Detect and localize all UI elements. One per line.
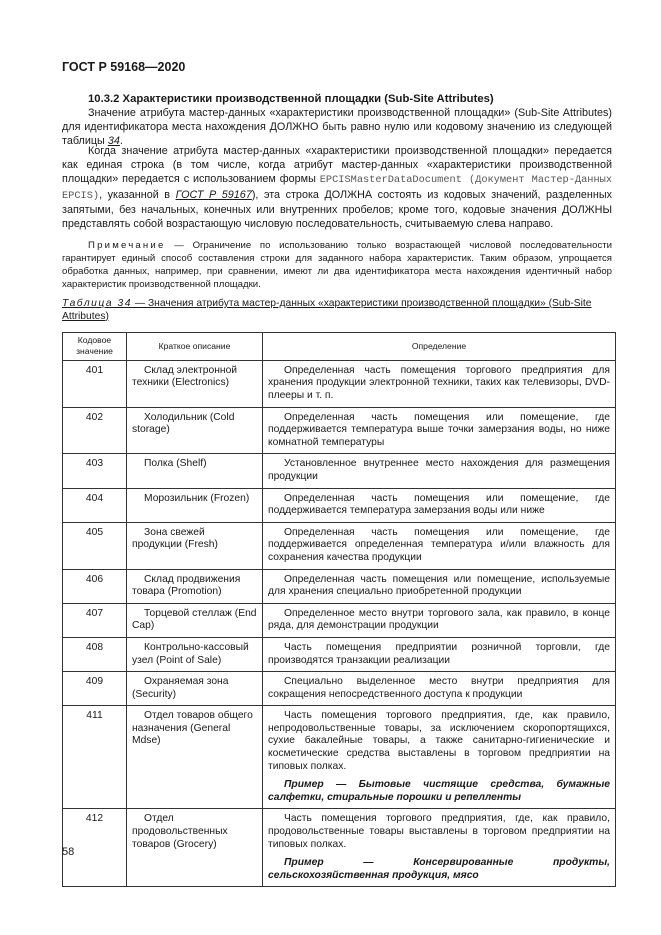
table-row <box>63 454 616 488</box>
note-text: — Ограничение по использованию только возрастающей числовой последовательности гарантирует единый способ составления строки для заданного набора характеристик. Таким образом, упрощается обработка данных, например, при сравнении, имеют ли два идентификатора места нахождения идентичный набор характеристик производственной площадки. <box>62 240 612 290</box>
standard-reference-link[interactable]: ГОСТ Р 59167 <box>175 188 252 201</box>
table-row <box>63 706 616 809</box>
paragraph-1-end: . <box>119 135 123 148</box>
definition-text: Часть помещения торгового предприятия, где, как правило, непродовольственные товары, за исключением скоропортящихся, сухие бакалейные товары, а также санитарно-гигиенические и косметические средства выставлены в торговом предприятии на типовых полках. <box>268 710 610 772</box>
definition-text: Определенная часть помещения торгового предприятия для хранения продукции электронной техники, таких как телевизоры, DVD-плееры и т. п. <box>268 364 610 401</box>
short-description-cell: Склад электронной техники (Electronics) <box>127 360 263 407</box>
code-cell: 407 <box>63 603 127 637</box>
definition-text: Установленное внутреннее место нахождения для размещения продукции <box>268 458 610 482</box>
code-cell: 408 <box>63 637 127 671</box>
definition-cell <box>263 706 616 809</box>
table-reference-link[interactable]: 34 <box>107 135 120 148</box>
definition-cell <box>263 488 616 522</box>
table-row <box>63 488 616 522</box>
header-code: Кодовое значение <box>63 333 127 361</box>
note <box>62 240 612 292</box>
code-cell: 405 <box>63 522 127 569</box>
note-label: Примечание <box>88 240 166 251</box>
code-cell: 401 <box>63 360 127 407</box>
paragraph-2 <box>62 144 612 231</box>
code-cell: 412 <box>63 809 127 887</box>
paragraph-1 <box>62 106 612 149</box>
short-description-cell: Торцевой стеллаж (End Cap) <box>127 603 263 637</box>
definition-cell <box>263 454 616 488</box>
table-row <box>63 809 616 887</box>
definition-cell <box>263 809 616 887</box>
page-number: 58 <box>62 846 75 858</box>
code-cell: 403 <box>63 454 127 488</box>
definition-text: Определенная часть помещения или помещение, используемые для хранения специально приобретенной продукции <box>268 573 610 598</box>
code-cell: 409 <box>63 672 127 706</box>
definition-text: Определенное место внутри торгового зала, как правило, в конце ряда, для демонстрации продукции <box>268 607 610 632</box>
definition-cell <box>263 672 616 706</box>
paragraph-2-text-a: Когда значение атрибута мастер-данных «характеристики производственной площадки» передается как единая строка (в том числе, когда атрибут мастер-данных «характеристики производственной площадки» передается с использованием формы <box>62 145 612 186</box>
definition-text: Определенная часть помещения или помещение, где поддерживается температура замерзания воды или ниже <box>268 492 610 517</box>
table-row <box>63 522 616 569</box>
code-cell: 404 <box>63 488 127 522</box>
definition-example: Пример — Консервированные продукты, сельскохозяйственная продукция, мясо <box>268 857 610 881</box>
short-description-cell: Отдел продовольственных товаров (Grocery) <box>127 809 263 887</box>
table-row <box>63 672 616 706</box>
short-description-cell: Охраняемая зона (Security) <box>127 672 263 706</box>
table-caption-label: Таблица 34 <box>62 298 132 309</box>
short-description-cell: Холодильник (Cold storage) <box>127 407 263 454</box>
table-row <box>63 569 616 603</box>
definition-cell <box>263 407 616 454</box>
table-row <box>63 603 616 637</box>
section-title: 10.3.2 Характеристики производственной площадки (Sub-Site Attributes) <box>88 93 494 105</box>
header-definition: Определение <box>263 333 616 361</box>
definition-text: Часть помещения предприятии розничной торговли, где производятся транзакции реализации <box>268 641 610 666</box>
definition-cell <box>263 522 616 569</box>
definition-text: Определенная часть помещения или помещение, где поддерживается температура выше точки замерзания воды, но ниже комнатной температуры <box>268 411 610 448</box>
definition-cell <box>263 360 616 407</box>
attributes-table <box>62 332 616 887</box>
definition-cell <box>263 569 616 603</box>
document-form-name: EPCISMasterDataDocument (Документ Мастер-Данных EPCIS) <box>62 174 612 202</box>
table-row <box>63 407 616 454</box>
short-description-cell: Контрольно-кассовый узел (Point of Sale) <box>127 637 263 671</box>
paragraph-2-text-c: ), эта строка ДОЛЖНА состоять из кодовых значений, разделенных запятыми, без начальных, конечных или внутренних пробелов; кроме того, кодовые значения ДОЛЖНЫ представлять собой возрастающую числовую последовательность, считываемую слева направо. <box>62 188 612 231</box>
table-row <box>63 637 616 671</box>
short-description-cell: Склад продвижения товара (Promotion) <box>127 569 263 603</box>
table-header-row <box>63 333 616 361</box>
code-cell: 406 <box>63 569 127 603</box>
short-description-cell: Полка (Shelf) <box>127 454 263 488</box>
paragraph-2-text-b: , указанной в <box>99 188 176 201</box>
short-description-cell: Морозильник (Frozen) <box>127 488 263 522</box>
definition-text: Специально выделенное место внутри предприятия для сокращения непосредственного доступа к продукции <box>268 676 610 700</box>
short-description-cell: Зона свежей продукции (Fresh) <box>127 522 263 569</box>
definition-text: Часть помещения торгового предприятия, где, как правило, продовольственные товары выставлены в торговом предприятии на типовых полках. <box>268 813 610 850</box>
table-caption-text: — Значения атрибута мастер-данных «характеристики производственной площадки» (Sub-Site Attributes) <box>62 298 592 322</box>
table-caption <box>62 298 614 323</box>
definition-text: Определенная часть помещения или помещение, где поддерживается определенная температура и/или влажность для сохранения качества продукции <box>268 526 610 563</box>
standard-header: ГОСТ Р 59168—2020 <box>62 60 186 74</box>
paragraph-1-text: Значение атрибута мастер-данных «характеристики производственной площадки» (Sub-Site Attributes) для идентификатора места нахождения ДОЛЖНО быть равно нулю или кодовому значению из следующей таблицы <box>62 107 612 148</box>
definition-cell <box>263 637 616 671</box>
code-cell: 411 <box>63 706 127 809</box>
header-short-description: Краткое описание <box>127 333 263 361</box>
short-description-cell: Отдел товаров общего назначения (General Mdse) <box>127 706 263 809</box>
table-row <box>63 360 616 407</box>
definition-example: Пример — Бытовые чистящие средства, бумажные салфетки, стиральные порошки и репелленты <box>268 779 610 803</box>
definition-cell <box>263 603 616 637</box>
code-cell: 402 <box>63 407 127 454</box>
